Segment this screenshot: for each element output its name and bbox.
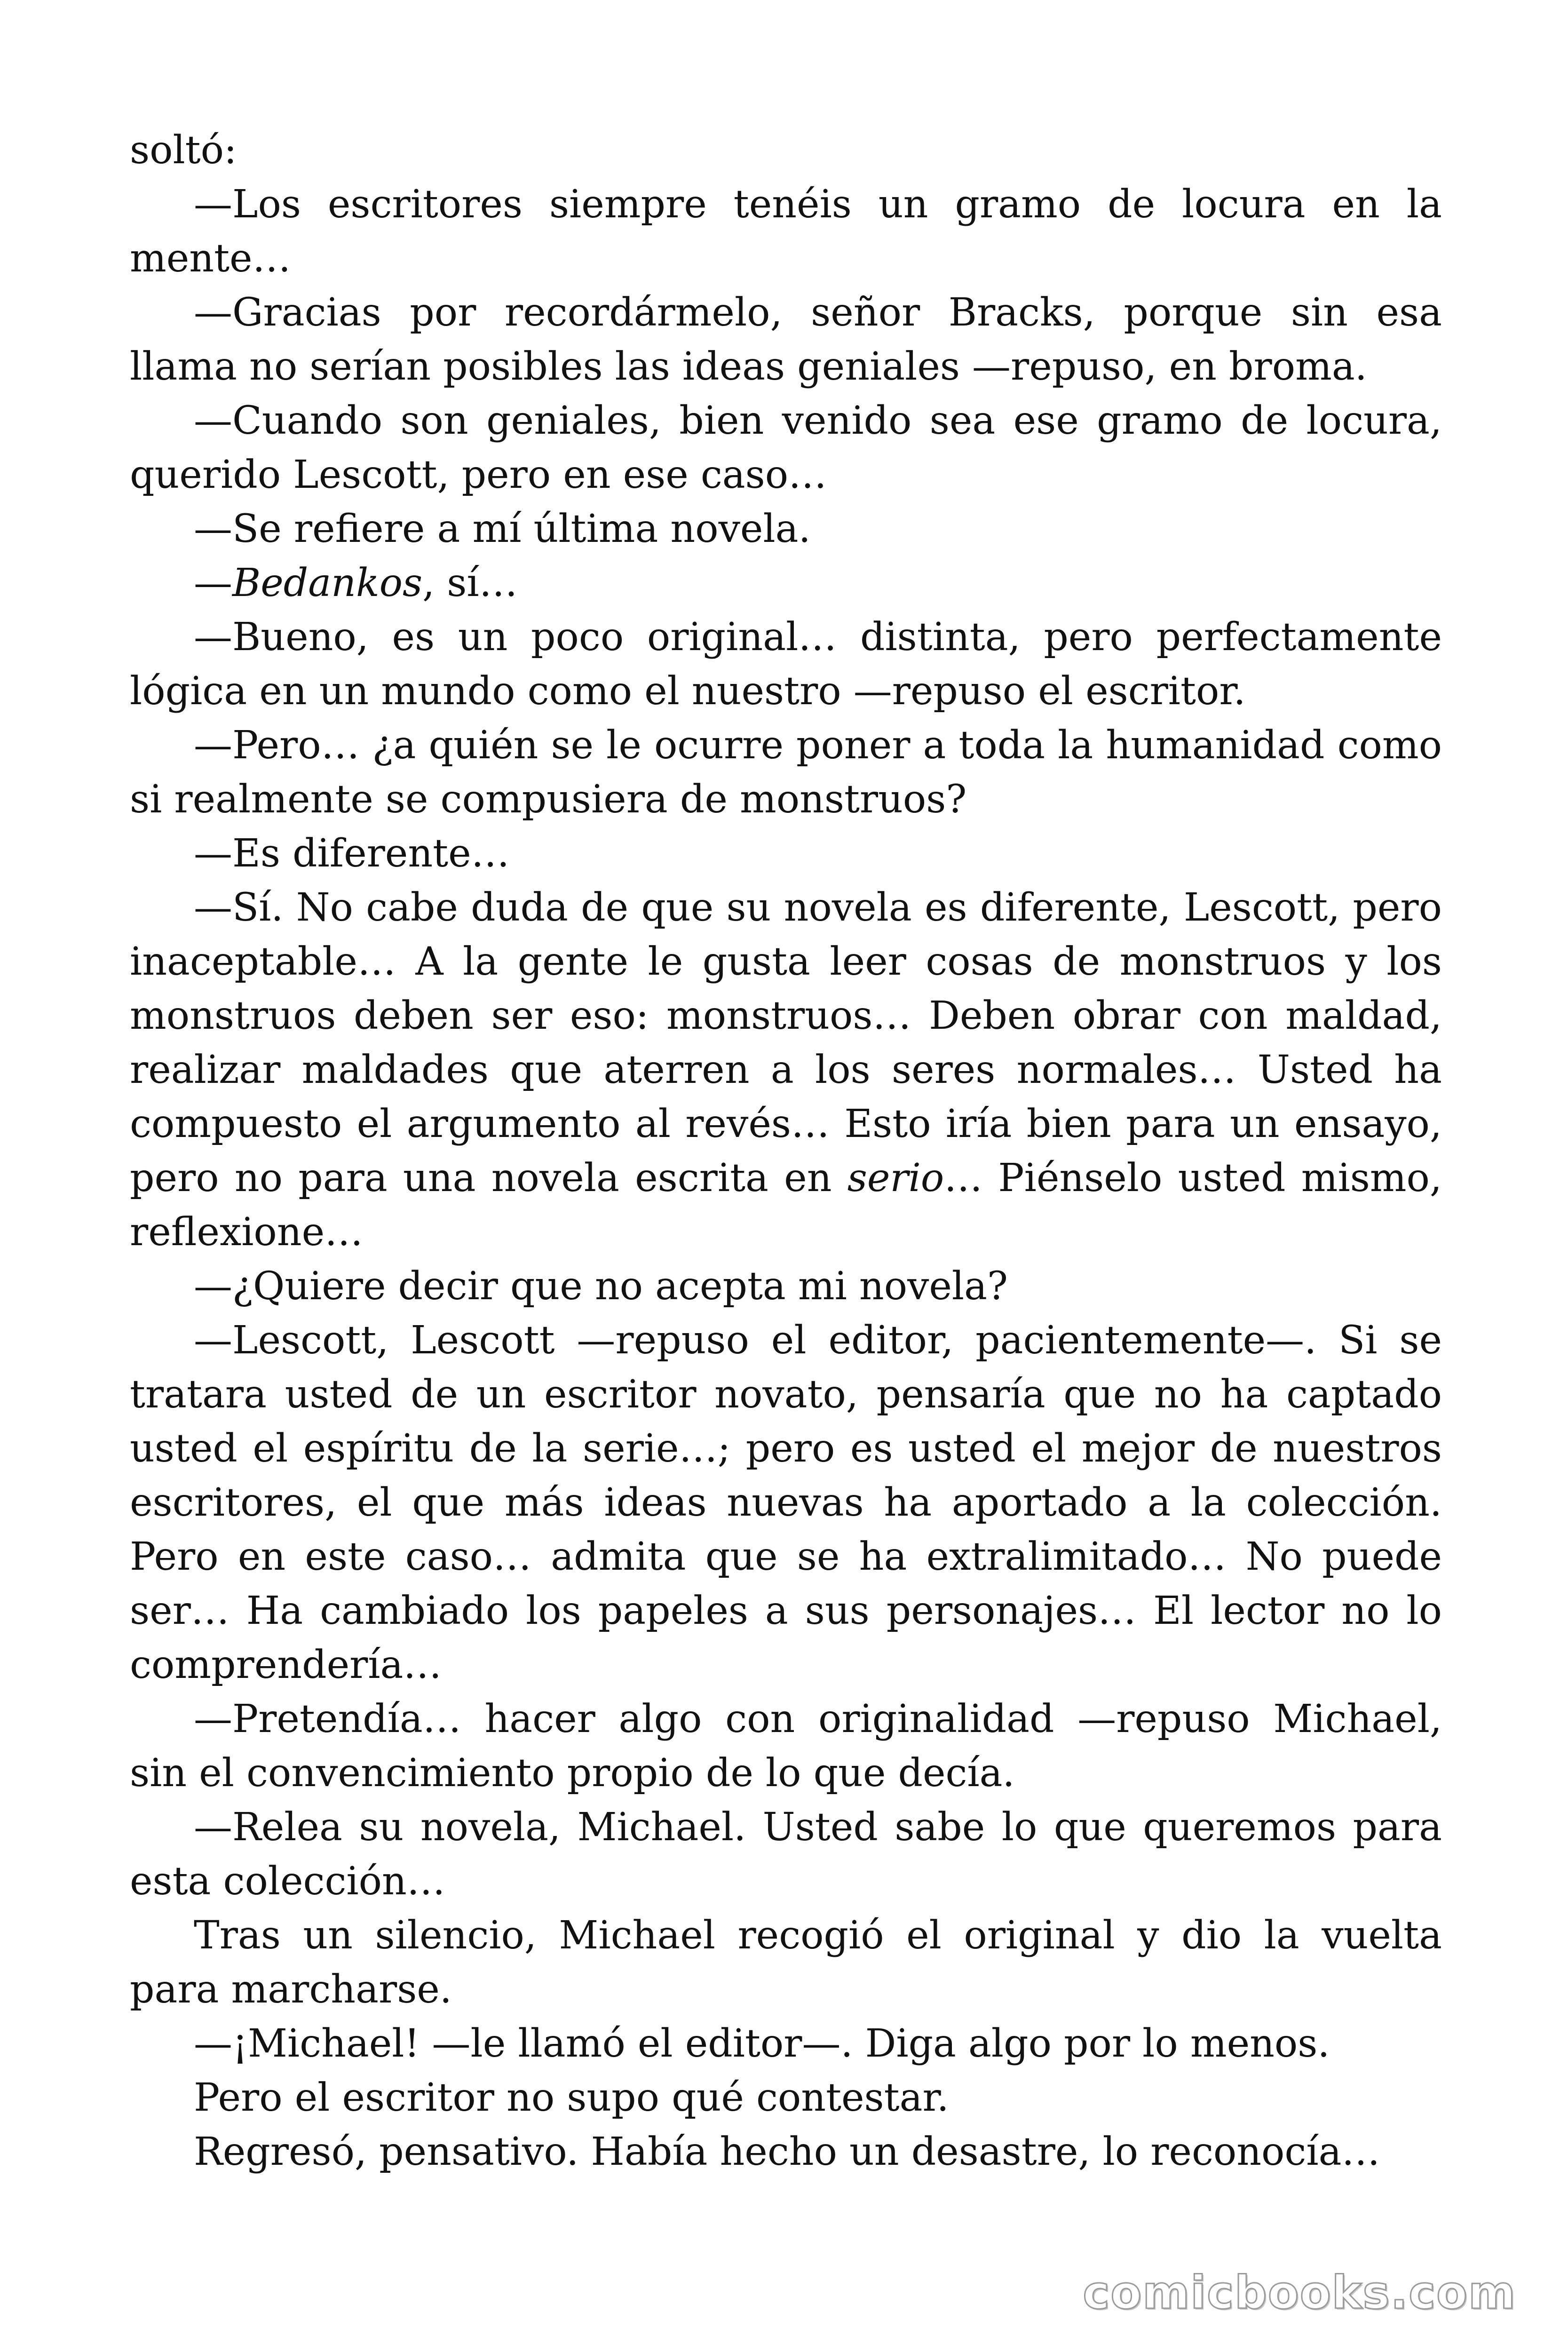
text-run: —Gracias por recordármelo, señor Bracks, porque sin esa llama no serían posibles las ideas geniales —repuso, en broma. [130,290,1442,389]
paragraph [130,123,1442,177]
text-run: —Bueno, es un poco original… distinta, pero perfectamente lógica en un mundo como el nuestro —repuso el escritor. [130,615,1442,714]
paragraph [130,1692,1442,1800]
text-run: —¡Michael! —le llamó el editor—. Diga algo por lo menos. [194,2021,1330,2066]
text-run: —Se refiere a mí última novela. [194,507,811,551]
paragraph [130,718,1442,826]
paragraph [130,1800,1442,1908]
text-run: soltó: [130,128,237,173]
text-run: —Lescott, Lescott —repuso el editor, pacientemente—. Si se tratara usted de un escritor novato, pensaría que no ha captado usted el espíritu de la serie…; pero es usted el mejor de nuestros escritores, el que más ideas nuevas ha aportado a la colección. Pero en este caso… admita que se ha extralimitado… No puede ser… Ha cambiado los papeles a sus personajes… El lector no lo comprendería… [130,1318,1442,1687]
paragraph [130,394,1442,502]
text-run: —Relea su novela, Michael. Usted sabe lo que queremos para esta colección… [130,1805,1442,1904]
paragraph [130,881,1442,1259]
text-run: —Es diferente… [194,831,510,876]
watermark: comicbooks.com [1083,2266,1516,2319]
text-run: —¿Quiere decir que no acepta mi novela? [194,1264,1008,1309]
paragraph [130,1313,1442,1692]
text-run: — [194,561,232,605]
paragraph [130,2071,1442,2125]
text-run: —Los escritores siempre tenéis un gramo de locura en la mente… [130,182,1442,281]
text-run: , sí… [422,561,518,605]
paragraph [130,1908,1442,2017]
body-text [130,123,1442,2179]
text-run: —Pretendía… hacer algo con originalidad —repuso Michael, sin el convencimiento propio de lo que decía. [130,1697,1442,1796]
paragraph [130,502,1442,556]
paragraph [130,2017,1442,2071]
paragraph [130,610,1442,718]
paragraph [130,826,1442,881]
text-run: … Piénselo usted mismo, reflexione… [130,1156,1442,1255]
text-run: —Pero… ¿a quién se le ocurre poner a toda la humanidad como si realmente se compusiera de monstruos? [130,723,1442,822]
paragraph [130,286,1442,394]
paragraph [130,1259,1442,1313]
text-run: Pero el escritor no supo qué contestar. [194,2075,949,2120]
italic-text: Bedankos [232,561,423,605]
paragraph [130,177,1442,286]
paragraph [130,2125,1442,2179]
text-run: —Sí. No cabe duda de que su novela es diferente, Lescott, pero inaceptable… A la gente le gusta leer cosas de monstruos y los monstruos deben ser eso: monstruos… Deben obrar con maldad, realizar maldades que aterren a los seres normales… Usted ha compuesto el argumento al revés… Esto iría bien para un ensayo, pero no para una novela escrita en [130,885,1442,1200]
text-run: Tras un silencio, Michael recogió el original y dio la vuelta para marcharse. [130,1913,1442,2012]
paragraph [130,556,1442,610]
italic-text: serio [847,1156,944,1200]
text-run: Regresó, pensativo. Había hecho un desastre, lo reconocía… [194,2130,1380,2174]
text-run: —Cuando son geniales, bien venido sea ese gramo de locura, querido Lescott, pero en ese caso… [130,398,1442,497]
